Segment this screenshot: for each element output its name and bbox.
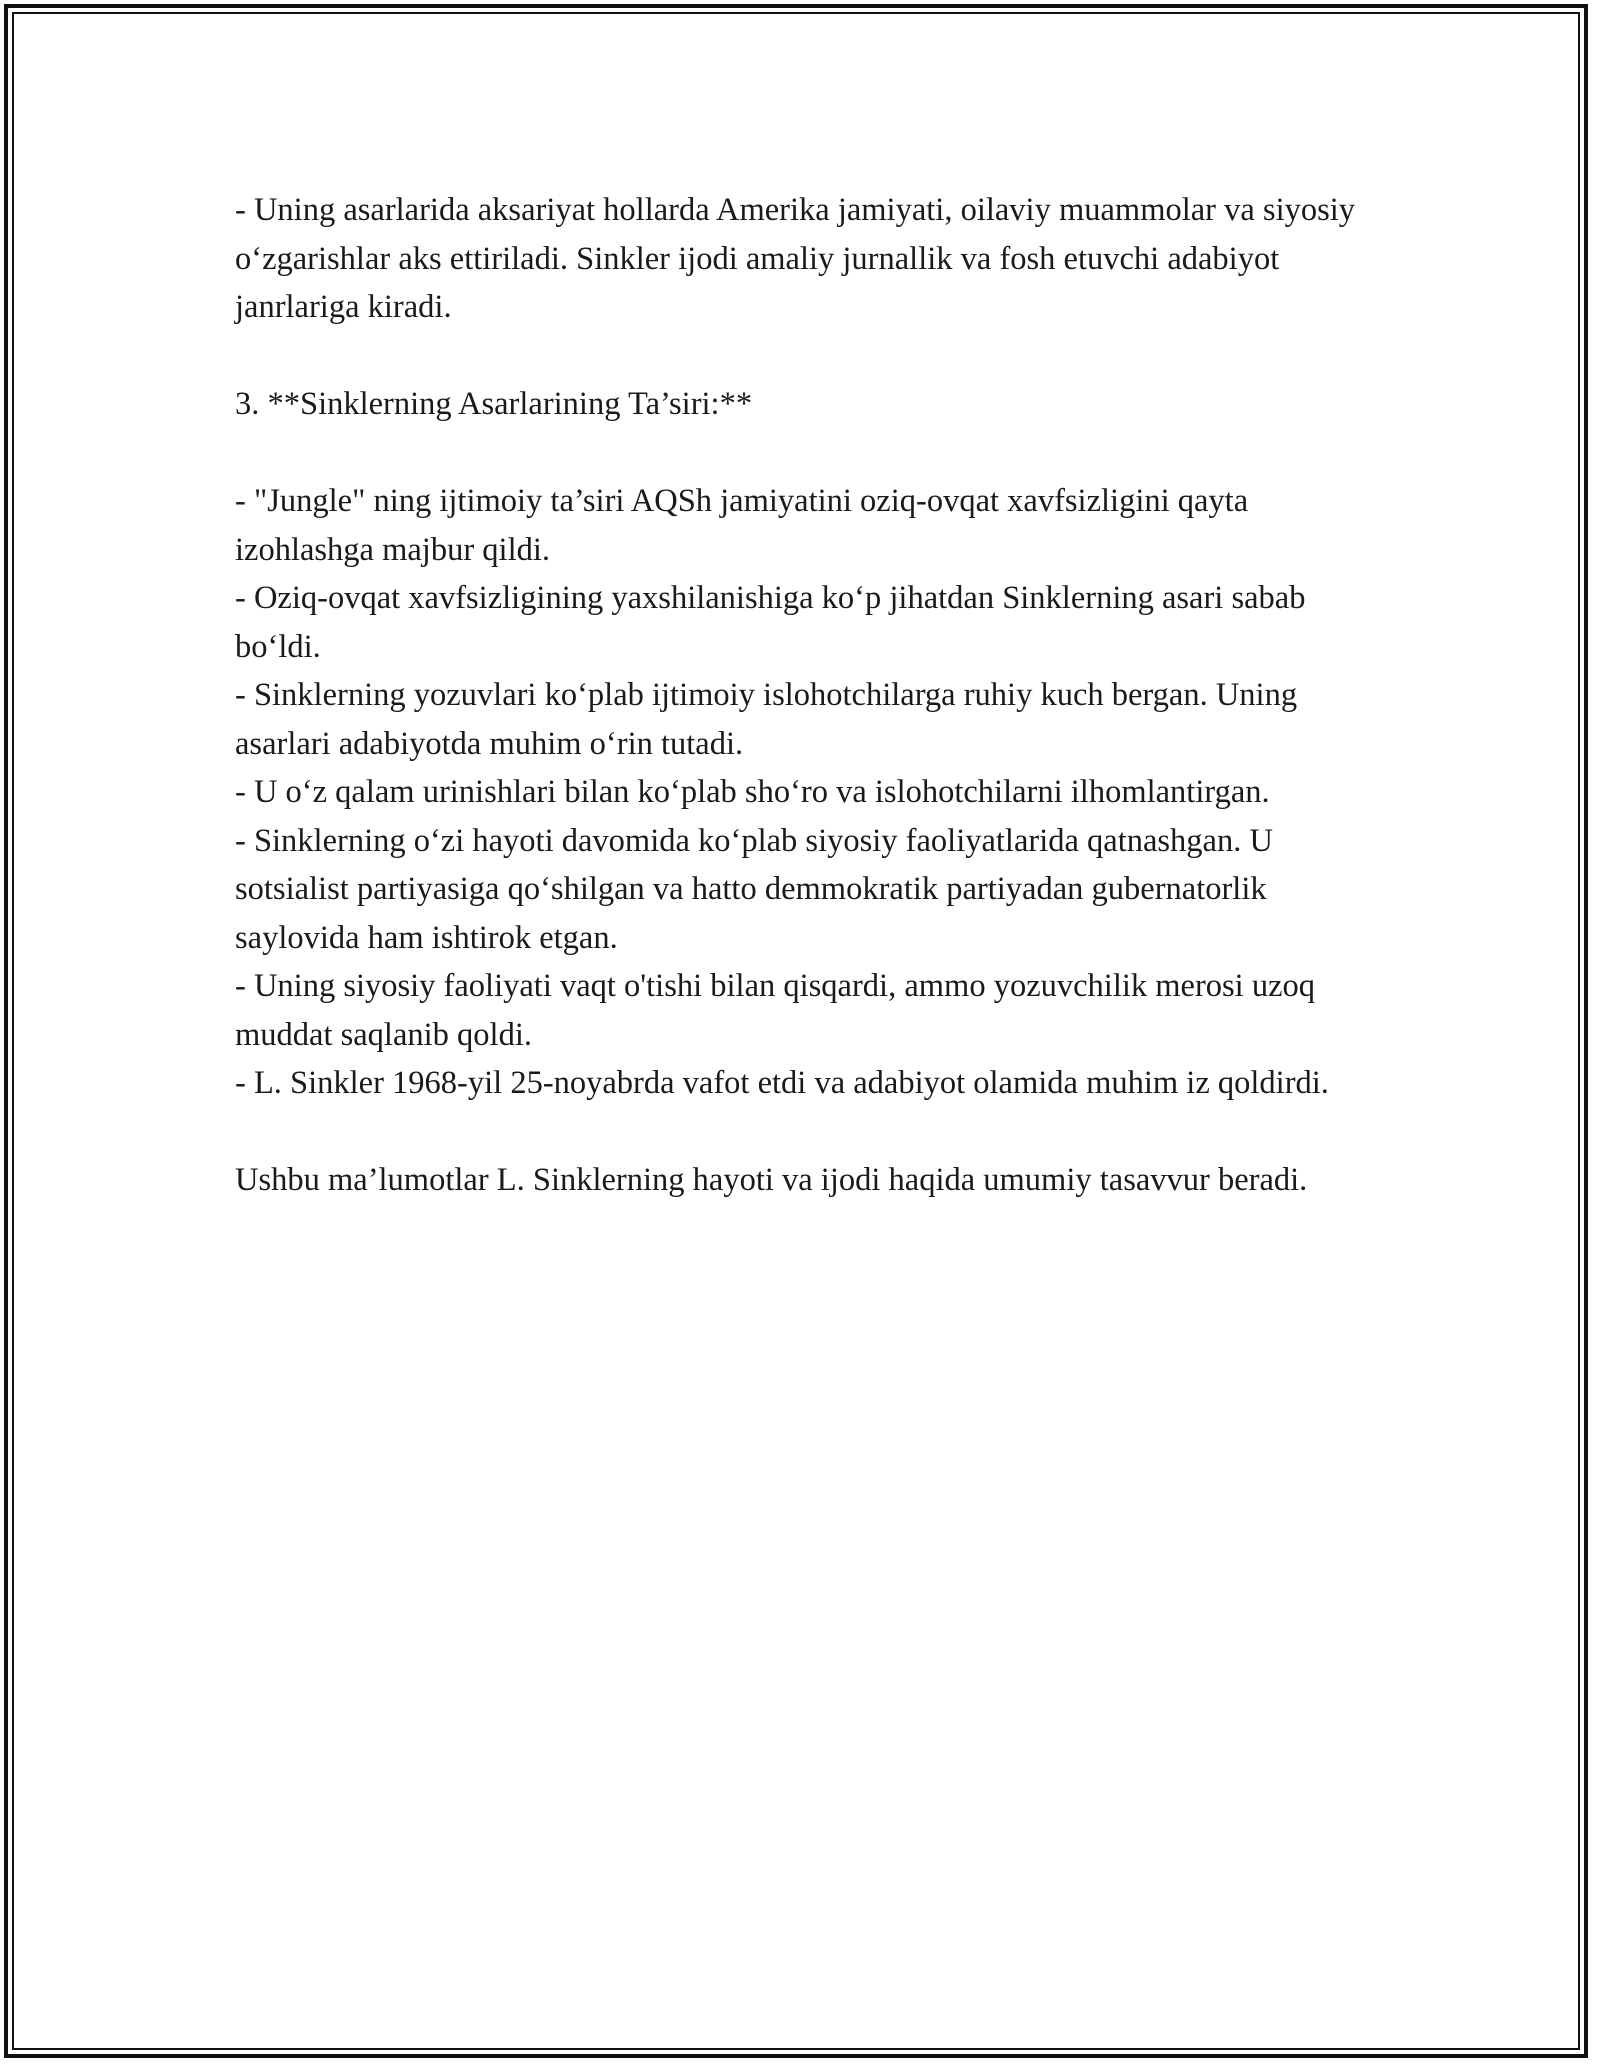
list-item-food-safety: - Oziq-ovqat xavfsizligining yaxshilanishiga ko‘p jihatdan Sinklerning asari sabab bo‘ldi. — [235, 580, 1306, 665]
list-item-death: - L. Sinkler 1968-yil 25-noyabrda vafot etdi va adabiyot olamida muhim iz qoldirdi. — [235, 1065, 1329, 1101]
section-heading-influence: 3. **Sinklerning Asarlarining Ta’siri:** — [235, 386, 753, 422]
blank-line — [235, 332, 1365, 381]
document-body — [235, 186, 1365, 1205]
blank-line — [235, 429, 1365, 478]
list-item-political-activity: - Sinklerning o‘zi hayoti davomida ko‘plab siyosiy faoliyatlarida qatnashgan. U sotsialist partiyasiga qo‘shilgan va hatto demmokratik partiyadan gubernatorlik saylovida ham ishtirok etgan. — [235, 822, 1273, 956]
blank-line — [235, 1108, 1365, 1157]
paragraph-themes: - Uning asarlarida aksariyat hollarda Amerika jamiyati, oilaviy muammolar va siyosiy o‘zgarishlar aks ettiriladi. Sinkler ijodi amaliy jurnallik va fosh etuvchi adabiyot janrlariga kiradi. — [235, 192, 1356, 325]
list-item-inspiration: - U o‘z qalam urinishlari bilan ko‘plab sho‘ro va islohotchilarni ilhomlantirgan. — [235, 774, 1270, 810]
list-item-legacy: - Uning siyosiy faoliyati vaqt o'tishi bilan qisqardi, ammo yozuvchilik merosi uzoq muddat saqlanib qoldi. — [235, 968, 1316, 1053]
list-item-jungle-impact: - "Jungle" ning ijtimoiy ta’siri AQSh jamiyatini oziq-ovqat xavfsizligini qayta izohlashga majbur qildi. — [235, 483, 1249, 568]
list-item-reformers: - Sinklerning yozuvlari ko‘plab ijtimoiy islohotchilarga ruhiy kuch bergan. Uning asarlari adabiyotda muhim o‘rin tutadi. — [235, 677, 1298, 762]
paragraph-summary: Ushbu ma’lumotlar L. Sinklerning hayoti va ijodi haqida umumiy tasavvur beradi. — [235, 1162, 1308, 1198]
